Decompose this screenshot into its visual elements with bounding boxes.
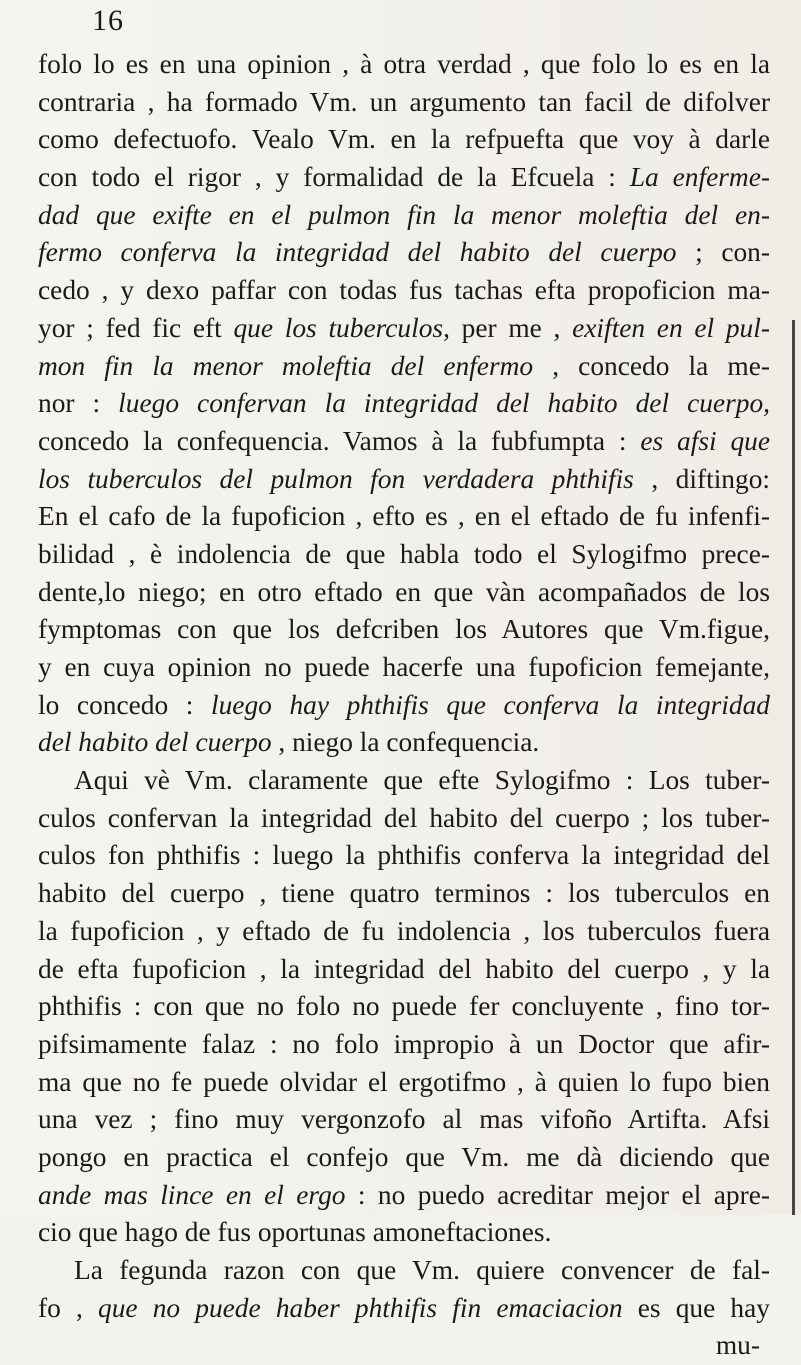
text-segment: la fupoficion , y eftado de fu indolencia , los tuberculos fuera [38,915,770,946]
italic-text: del habito del cuerpo [38,727,272,758]
text-segment: : no puedo acreditar mejor el apre- [345,1179,770,1210]
page-number: 16 [92,4,124,37]
text-line [38,310,770,348]
italic-text: los tuberculos del pulmon fon verdadera phthifis [38,463,634,494]
text-line [38,762,770,800]
text-line [38,461,770,499]
text-line [38,46,770,84]
text-segment: , concedo la me- [533,350,771,381]
text-segment: , diftingo: [633,463,770,494]
body-text [38,46,770,1365]
page-edge-shadow [792,320,795,1215]
italic-text: mon fin la menor moleftia del enfermo [38,350,534,381]
text-segment: , per me , [443,312,573,343]
text-segment: culos confervan la integridad del habito del cuerpo ; los tuber- [38,802,770,833]
catchword: mu- [715,1330,760,1361]
italic-text: La enferme- [629,162,770,193]
text-line [38,536,770,574]
text-line [38,1139,770,1177]
text-segment: nor : [38,388,119,419]
text-line [38,121,770,159]
text-segment: culos fon phthifis : luego la phthifis conferva la integridad del [38,840,770,871]
italic-text: que los tuberculos [233,312,444,343]
text-line [38,951,770,989]
text-line [38,574,770,612]
italic-text: exiften en el pul- [572,312,770,343]
italic-text: ande mas lince en el ergo [38,1179,346,1210]
text-segment: cedo , y dexo paffar con todas fus tachas efta propoficion ma- [38,275,770,306]
text-line [38,800,770,838]
text-segment: con todo el rigor , y formalidad de la Efcuela : [38,162,630,193]
text-segment: yor ; fed fic eft [38,312,234,343]
text-line [38,837,770,875]
text-line [38,1252,770,1290]
text-line [38,1101,770,1139]
text-segment: es que hay [622,1292,770,1323]
text-segment: concedo la confequencia. Vamos à la fubfumpta : [38,425,641,456]
text-segment: cio que hago de fus oportunas amoneftaciones. [38,1217,552,1248]
text-line [38,423,770,461]
text-line [38,1064,770,1102]
text-line [38,84,770,122]
text-line [38,875,770,913]
text-line [38,385,770,423]
text-line [38,687,770,725]
italic-text: dad que exifte en el pulmon fin la menor moleftia del en- [38,199,770,230]
text-segment: La fegunda razon con que Vm. quiere convencer de fal- [74,1255,770,1285]
text-segment: dente,lo niego; en otro eftado en que vàn acompañados de los [38,576,770,607]
text-segment: Aqui vè Vm. claramente que efte Sylogifmo : Los tuber- [74,765,770,796]
text-line [38,159,770,197]
text-segment: pifsimamente falaz : no folo impropio à un Doctor que afir- [38,1028,770,1059]
text-segment: folo lo es en una opinion , à otra verdad , que folo lo es en la [38,49,770,79]
text-segment: ma que no fe puede olvidar el ergotifmo , à quien lo fupo bien [38,1066,770,1097]
text-segment: de efta fupoficion , la integridad del habito del cuerpo , y la [38,953,770,984]
text-line [38,724,770,762]
text-segment: fo , [38,1292,98,1323]
text-line [38,988,770,1026]
text-segment: fymptomas con que los defcriben los Autores que Vm.figue, [38,614,770,645]
text-segment: ; con- [676,237,771,268]
text-line [38,234,770,272]
italic-text: fermo conferva la integridad del habito del cuerpo [38,237,677,268]
text-line [38,348,770,386]
text-line [38,649,770,687]
text-line [38,611,770,649]
text-segment: habito del cuerpo , tiene quatro terminos : los tuberculos en [38,878,770,909]
text-segment: pongo en practica el confejo que Vm. me dà diciendo que [38,1141,770,1172]
text-segment: bilidad , è indolencia de que habla todo el Sylogifmo prece- [38,538,770,569]
text-line [38,1214,770,1252]
text-line [38,498,770,536]
text-line [38,913,770,951]
text-line [38,197,770,235]
text-segment: como defectuofo. Vealo Vm. en la refpuefta que voy à darle [38,124,770,155]
text-segment: lo concedo : [38,689,211,720]
italic-text: que no puede haber phthifis fin emaciacion [98,1292,623,1323]
italic-text: luego hay phthifis que conferva la integridad [210,689,770,720]
text-segment: En el cafo de la fupoficion , efto es , en el eftado de fu infenfi- [38,501,770,532]
text-segment: una vez ; fino muy vergonzofo al mas vifoño Artifta. Afsi [38,1104,770,1135]
text-segment: contraria , ha formado Vm. un argumento tan facil de difolver [38,86,770,117]
text-line [38,1290,770,1328]
italic-text: es afsi que [640,425,770,456]
text-line [38,1177,770,1215]
italic-text: luego confervan la integridad del habito del cuerpo, [118,388,770,419]
text-line [38,272,770,310]
text-segment: , niego la confequencia. [271,727,540,758]
text-segment: phthifis : con que no folo no puede fer concluyente , fino tor- [38,991,770,1022]
text-line [38,1026,770,1064]
text-segment: y en cuya opinion no puede hacerfe una fupoficion femejante, [38,652,770,682]
